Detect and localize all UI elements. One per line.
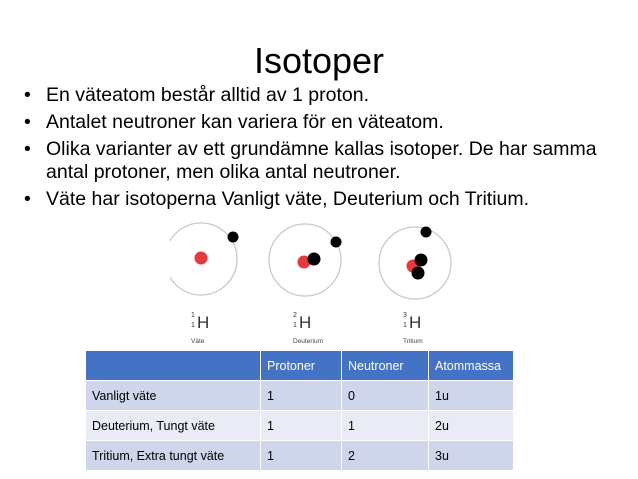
neutron — [308, 253, 321, 266]
table-cell: 1 — [261, 381, 342, 411]
bullet-list — [22, 84, 622, 215]
neutron — [415, 254, 428, 267]
atom-vate — [170, 223, 239, 345]
isotope-table — [85, 350, 514, 471]
bullet-item: • Väte har isotoperna Vanligt väte, Deuterium och Tritium. — [22, 188, 622, 211]
atomic-number: 1 — [191, 322, 195, 329]
table-cell: Deuterium, Tungt väte — [86, 411, 261, 441]
table-cell: 0 — [342, 381, 429, 411]
table-cell: 1u — [429, 381, 514, 411]
isotope-diagram — [170, 220, 490, 355]
element-symbol: H — [299, 313, 312, 332]
neutron — [412, 267, 425, 280]
table-header-cell: Neutroner — [342, 351, 429, 381]
mass-number: 2 — [293, 312, 297, 319]
atom-caption: Väte — [191, 338, 205, 345]
electron — [331, 237, 342, 248]
mass-number: 1 — [191, 312, 195, 319]
electron — [228, 232, 239, 243]
bullet-item: • Olika varianter av ett grundämne kallas isotoper. De har samma antal protoner, men olika antal neutroner. — [22, 138, 622, 184]
bullet-item: • En väteatom består alltid av 1 proton. — [22, 84, 622, 107]
table-row — [86, 441, 514, 471]
table-header-row — [86, 351, 514, 381]
table-cell: 1 — [261, 411, 342, 441]
atom-tritium — [379, 227, 451, 346]
table-cell: Tritium, Extra tungt väte — [86, 441, 261, 471]
element-symbol: H — [409, 313, 422, 332]
table-cell: 1 — [342, 411, 429, 441]
bullet-item: • Antalet neutroner kan variera för en väteatom. — [22, 111, 622, 134]
proton — [195, 252, 208, 265]
atomic-number: 1 — [403, 322, 407, 329]
table-header-cell: Atommassa — [429, 351, 514, 381]
electron — [421, 227, 432, 238]
slide-title: Isotoper — [253, 40, 385, 81]
atom-caption: Deuterium — [293, 338, 323, 345]
table-cell: Vanligt väte — [86, 381, 261, 411]
table-row — [86, 381, 514, 411]
table-cell: 2u — [429, 411, 514, 441]
table-row — [86, 411, 514, 441]
element-symbol: H — [197, 313, 210, 332]
atom-deuterium — [269, 224, 342, 345]
table-header-cell: Protoner — [261, 351, 342, 381]
table-cell: 2 — [342, 441, 429, 471]
table-header-cell — [86, 351, 261, 381]
table-cell: 1 — [261, 441, 342, 471]
table-cell: 3u — [429, 441, 514, 471]
atomic-number: 1 — [293, 322, 297, 329]
atom-caption: Tritium — [403, 338, 423, 345]
mass-number: 3 — [403, 312, 407, 319]
